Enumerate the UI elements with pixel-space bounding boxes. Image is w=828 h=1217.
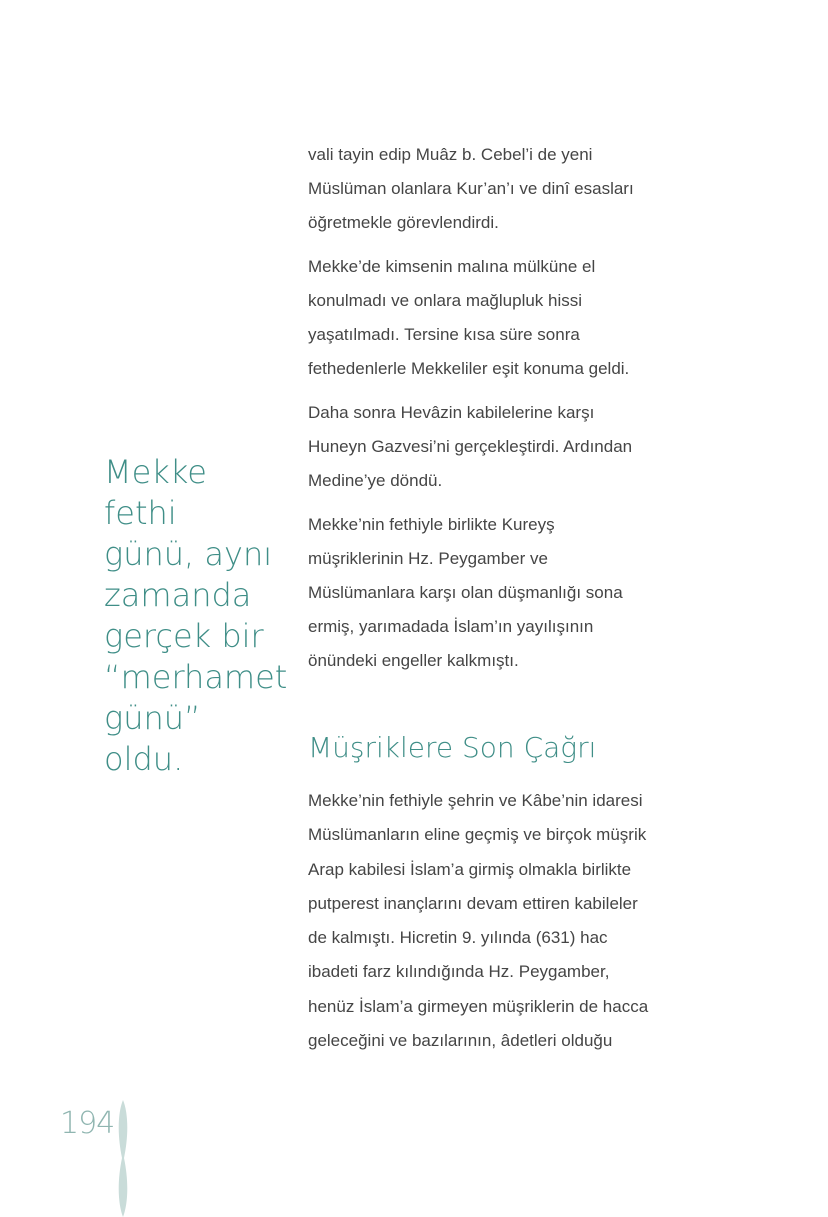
text-line: müşriklerinin Hz. Peygamber ve <box>308 549 548 568</box>
section-heading: Müşriklere Son Çağrı <box>308 731 597 764</box>
paragraph <box>308 508 708 678</box>
pull-quote-line: oldu. <box>104 740 184 778</box>
text-line: Müslümanlara karşı olan düşmanlığı sona <box>308 583 623 602</box>
pull-quote-line: “merhamet <box>104 658 288 696</box>
text-line: vali tayin edip Muâz b. Cebel’i de yeni <box>308 145 593 164</box>
page-number: 194 <box>60 1106 115 1141</box>
text-line: henüz İslam’a girmeyen müşriklerin de hacca <box>308 996 649 1016</box>
paragraph <box>308 396 708 498</box>
text-line: Mekke’nin fethiyle birlikte Kureyş <box>308 515 555 534</box>
text-line: yaşatılmadı. Tersine kısa süre sonra <box>308 325 580 344</box>
text-line: Müslümanların eline geçmiş ve birçok müşrik <box>308 825 647 845</box>
pull-quote <box>104 452 294 780</box>
text-line: de kalmıştı. Hicretin 9. yılında (631) hac <box>308 928 608 948</box>
pull-quote-line: zamanda <box>104 576 252 614</box>
pull-quote-line: Mekke <box>104 453 207 491</box>
text-line: önündeki engeller kalkmıştı. <box>308 651 519 670</box>
text-line: putperest inançlarını devam ettiren kabileler <box>308 893 638 913</box>
page-ornament-icon <box>112 1100 134 1217</box>
section-body <box>308 784 708 1058</box>
pull-quote-line: fethi <box>104 494 177 532</box>
text-line: ibadeti farz kılındığında Hz. Peygamber, <box>308 962 610 982</box>
text-line: Daha sonra Hevâzin kabilelerine karşı <box>308 403 595 422</box>
text-line: konulmadı ve onlara mağlupluk hissi <box>308 291 583 310</box>
text-line: fethedenlerle Mekkeliler eşit konuma geldi. <box>308 359 630 378</box>
text-line: geleceğini ve bazılarının, âdetleri olduğu <box>308 1031 613 1051</box>
text-line: Arap kabilesi İslam’a girmiş olmakla birlikte <box>308 859 632 879</box>
text-line: Mekke’de kimsenin malına mülküne el <box>308 257 596 276</box>
paragraph <box>308 784 708 1058</box>
pull-quote-line: günü” <box>104 699 201 737</box>
pull-quote-line: gerçek bir <box>104 617 264 655</box>
text-line: Müslüman olanlara Kur’an’ı ve dinî esasları <box>308 179 634 198</box>
text-line: ermiş, yarımadada İslam’ın yayılışının <box>308 617 594 636</box>
text-line: Mekke’nin fethiyle şehrin ve Kâbe’nin idaresi <box>308 791 643 810</box>
paragraph <box>308 138 708 240</box>
body-text-column <box>308 138 708 688</box>
text-line: öğretmekle görevlendirdi. <box>308 213 499 232</box>
text-line: Huneyn Gazvesi’ni gerçekleştirdi. Ardından <box>308 437 633 456</box>
paragraph <box>308 250 708 386</box>
text-line: Medine’ye döndü. <box>308 471 443 490</box>
pull-quote-line: günü, aynı <box>104 535 273 573</box>
